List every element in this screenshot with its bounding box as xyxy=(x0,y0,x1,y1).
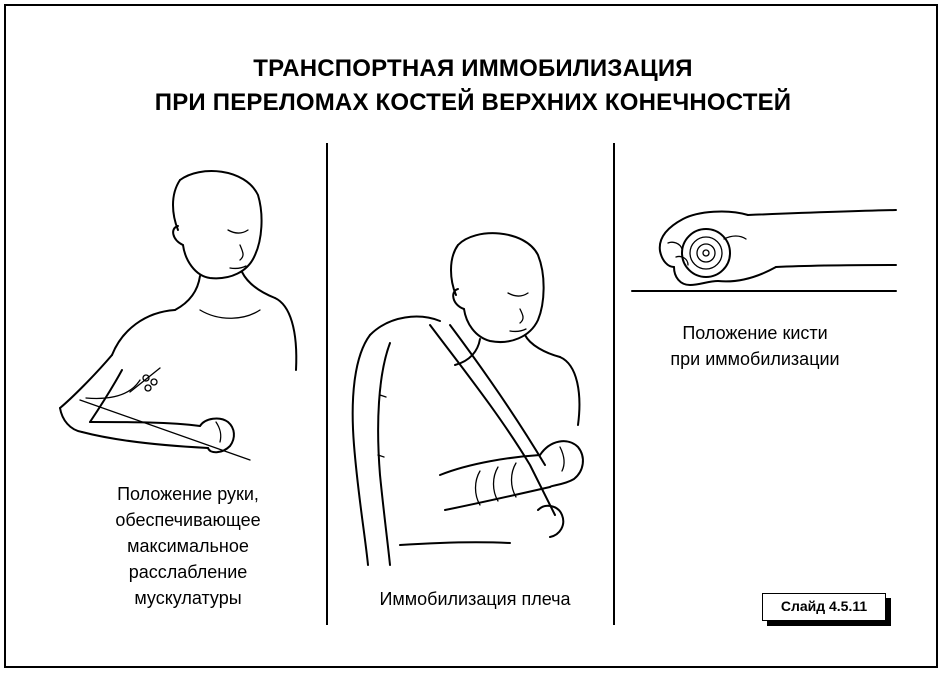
shoulder-immobilization-figure xyxy=(340,225,600,585)
caption-shoulder-line: Иммобилизация плеча xyxy=(379,589,571,609)
caption-hand-line: при иммобилизации xyxy=(670,349,840,369)
caption-shoulder-immobilization xyxy=(340,586,610,612)
caption-arm-line: обеспечивающее xyxy=(115,510,261,530)
caption-arm-line: расслабление xyxy=(128,562,248,582)
hand-position-figure xyxy=(628,195,903,300)
caption-arm-line: максимальное xyxy=(127,536,249,556)
panel-divider-left xyxy=(326,143,328,625)
caption-arm-position xyxy=(60,481,316,611)
title-line-2: ПРИ ПЕРЕЛОМАХ КОСТЕЙ ВЕРХНИХ КОНЕЧНОСТЕЙ xyxy=(154,89,792,116)
title-line-1: ТРАНСПОРТНАЯ ИММОБИЛИЗАЦИЯ xyxy=(253,55,693,82)
caption-arm-line: мускулатуры xyxy=(134,588,242,608)
arm-relaxation-figure xyxy=(50,160,310,470)
caption-arm-line: Положение руки, xyxy=(117,484,259,504)
slide-number-badge: Слайд 4.5.11 xyxy=(762,593,886,621)
caption-hand-position xyxy=(630,320,880,372)
slide-title xyxy=(0,52,946,120)
caption-hand-line: Положение кисти xyxy=(682,323,828,343)
panel-divider-right xyxy=(613,143,615,625)
